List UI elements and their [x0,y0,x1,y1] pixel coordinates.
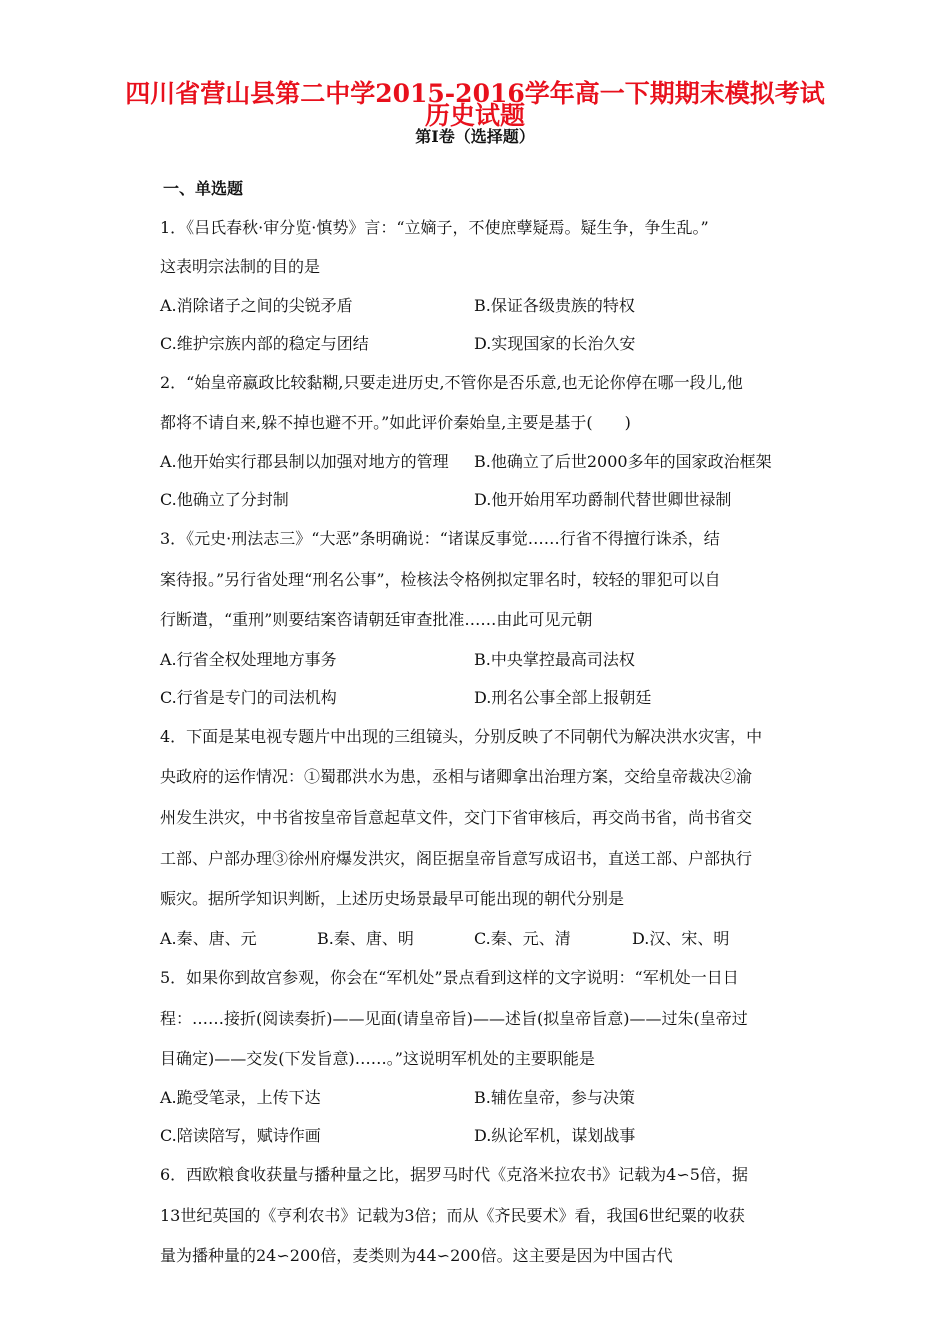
option-c: C.行省是专门的司法机构 [160,688,337,707]
option-a: A.秦、唐、元 [160,929,257,948]
option-d: D.刑名公事全部上报朝廷 [474,688,652,707]
option-b: B.辅佐皇帝，参与决策 [474,1088,635,1107]
question-text-line: 1．《吕氏春秋·审分览·慎势》言：“立嫡子，不使庶孽疑焉。疑生争，争生乱。” [160,218,709,237]
question-text-line: 2．“始皇帝嬴政比较黏糊,只要走进历史,不管你是否乐意,也无论你停在哪一段儿,他 [160,373,743,392]
option-d: D.他开始用军功爵制代替世卿世禄制 [474,490,732,509]
question-text-line: 3．《元史·刑法志三》“大恶”条明确说：“诸谋反事觉……行省不得擅行诛杀，结 [160,529,720,548]
question-text-line: 程：……接折(阅读奏折)——见面(请皇帝旨)——述旨(拟皇帝旨意)——过朱(皇帝过 [160,1009,748,1028]
option-c: C.秦、元、清 [474,929,571,948]
question-text-line: 13世纪英国的《亨利农书》记载为3倍；而从《齐民要术》看，我国6世纪粟的收获 [160,1206,745,1225]
option-d: D.纵论军机，谋划战事 [474,1126,636,1145]
question-text-line: 州发生洪灾，中书省按皇帝旨意起草文件，交门下省审核后，再交尚书省，尚书省交 [160,808,753,827]
question-text-line: 行断遣，“重刑”则要结案咨请朝廷审查批准……由此可见元朝 [160,610,593,629]
exam-title-line2: 历史试题 [424,101,525,130]
question-text-line: 5．如果你到故宫参观，你会在“军机处”景点看到这样的文字说明：“军机处一日日 [160,968,739,987]
paper-subtitle: 第I卷（选择题） [415,127,535,146]
option-c: C.陪读陪写，赋诗作画 [160,1126,321,1145]
exam-title-line1: 四川省营山县第二中学2015-2016学年高一下期期末模拟考试 [125,79,825,108]
option-c: C.维护宗族内部的稳定与团结 [160,334,369,353]
option-a: A.消除诸子之间的尖锐矛盾 [160,296,353,315]
option-b: B.保证各级贵族的特权 [474,296,635,315]
option-a: A.跪受笔录，上传下达 [160,1088,321,1107]
option-b: B.中央掌控最高司法权 [474,650,635,669]
question-text-line: 央政府的运作情况：①蜀郡洪水为患，丞相与诸卿拿出治理方案，交给皇帝裁决②渝 [160,767,753,786]
option-d: D.汉、宋、明 [632,929,730,948]
question-text-line: 赈灾。据所学知识判断，上述历史场景最早可能出现的朝代分别是 [160,889,625,908]
option-a: A.他开始实行郡县制以加强对地方的管理 [160,452,449,471]
question-text-line: 这表明宗法制的目的是 [160,257,321,276]
question-text-line: 4．下面是某电视专题片中出现的三组镜头，分别反映了不同朝代为解决洪水灾害，中 [160,727,763,746]
option-b: B.秦、唐、明 [317,929,414,948]
question-text-line: 都将不请自来,躲不掉也避不开。”如此评价秦始皇,主要是基于( ) [160,413,631,432]
option-d: D.实现国家的长治久安 [474,334,636,353]
section-heading: 一、单选题 [163,179,244,198]
option-c: C.他确立了分封制 [160,490,289,509]
question-text-line: 案待报。”另行省处理“刑名公事”，检核法令格例拟定罪名时，较轻的罪犯可以自 [160,570,721,589]
question-text-line: 目确定)——交发(下发旨意)……。”这说明军机处的主要职能是 [160,1049,595,1068]
question-text-line: 工部、户部办理③徐州府爆发洪灾，阁臣据皇帝旨意写成诏书，直送工部、户部执行 [160,849,753,868]
option-b: B.他确立了后世2000多年的国家政治框架 [474,452,772,471]
option-a: A.行省全权处理地方事务 [160,650,337,669]
question-text-line: 量为播种量的24∽200倍，麦类则为44∽200倍。这主要是因为中国古代 [160,1246,673,1265]
question-text-line: 6．西欧粮食收获量与播种量之比，据罗马时代《克洛米拉农书》记载为4∽5倍，据 [160,1165,748,1184]
